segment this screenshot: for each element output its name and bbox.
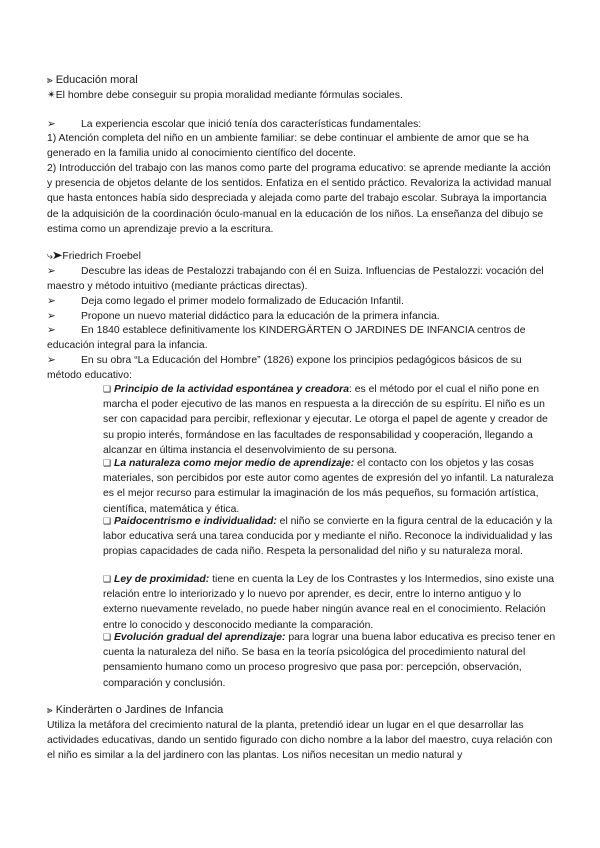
arrow-bullet-icon: ➢ bbox=[47, 296, 56, 307]
arrow-bullet-icon: ➢ bbox=[47, 325, 56, 336]
section-title: Educación moral bbox=[55, 74, 138, 86]
intro-line bbox=[47, 88, 557, 103]
froebel-bullet bbox=[47, 309, 557, 324]
principle-title: La naturaleza como mejor medio de aprendizaje: bbox=[113, 458, 355, 469]
heading-marker-icon: ⫸ bbox=[47, 705, 53, 716]
experience-lead bbox=[47, 117, 557, 132]
kindergarten-body: Utiliza la metáfora del crecimiento natural de la planta, pretendió idear un lugar en el que desarrollar las actividades educativas, dando un sentido figurado con dicho nombre a la labor del maestro, cuya relación con el niño es similar a la del jardinero con las plantas. Los niños necesitan un medio natural y bbox=[47, 720, 553, 762]
principle-text: el niño se convierte en la figura central de la educación y la labor educativa será una tarea conducida por y mediante el niño. Reconoce la individualidad y las propias capacidades de cada niño. Respeta la personalidad del niño y su naturaleza moral. bbox=[103, 516, 553, 558]
principle-text: el contacto con los objetos y las cosas materiales, son percibidos por este autor como agentes de expresión del yo infantil. La naturaleza es el mejor recurso para estimular la imaginación de los más pequeños, su formación artística, científica, matemática y ética. bbox=[103, 458, 554, 515]
principle-item bbox=[103, 630, 557, 691]
intro-text: El hombre debe conseguir su propia moralidad mediante fórmulas sociales. bbox=[55, 90, 403, 101]
froebel-heading bbox=[47, 249, 557, 264]
froebel-bullet-text: En su obra “La Educación del Hombre” (1826) expone los principios pedagógicos básicos de su método educativo: bbox=[47, 355, 522, 382]
arrow-bullet-icon: ➢ bbox=[47, 355, 56, 366]
arrow-bullet-icon: ➢ bbox=[47, 311, 56, 322]
principle-item bbox=[103, 572, 557, 633]
principle-separator: : bbox=[349, 384, 352, 395]
experience-point-1: 1) Atención completa del niño en un ambiente familiar: se debe continuar el ambiente de amor que se ha generado en la familia unido al conocimiento científico del docente. bbox=[47, 133, 529, 160]
principle-text: es el método por el cual el niño pone en marcha el poder ejecutivo de las manos en respuesta a la dirección de su espíritu. El niño es un ser con capacidad para percibir, reflexionar y ejecutar. Le otorga el papel de agente y creador de su propio interés, formándose en las facultades de responsabilidad y cooperación, llegando a alcanzar en última instancia el desenvolvimiento de su persona. bbox=[103, 384, 548, 456]
principle-text: para lograr una buena labor educativa es preciso tener en cuenta la naturaleza del niño. Se basa en la teoría psicológica del procedimiento natural del pensamiento humano como un proceso progresivo que pasa por: percepción, observación, comparación y conclusión. bbox=[103, 632, 556, 689]
principle-text: tiene en cuenta la Ley de los Contrastes y los Intermedios, sino existe una relación entre lo interiorizado y lo nuevo por aprender, es decir, entre lo interno antiguo y lo externo nuevamente revelado, no puede haber ningún avance real en el conocimiento. Relación entre lo conocido y desconocido mediante la comparación. bbox=[103, 574, 555, 631]
checkbox-bullet-icon: ❑ bbox=[103, 574, 112, 584]
froebel-bullet bbox=[47, 264, 557, 294]
checkbox-bullet-icon: ❑ bbox=[103, 516, 112, 526]
froebel-bullet bbox=[47, 323, 557, 353]
principle-title: Paidocentrismo e individualidad: bbox=[113, 516, 277, 527]
experience-point-2: 2) Introducción del trabajo con las manos como parte del programa educativo: se aprende mediante la acción y presencia de objetos delante de los sentidos. Enfatiza en el sentido práctico. Revaloriza la actividad manual que hasta entonces había sido despreciada y alejada como parte del trabajo escolar. Subraya la importancia de la adquisición de la coordinación óculo-manual en la educación de los niños. La enseñanza del dibujo se estima como un aprendizaje previo a la escritura. bbox=[47, 163, 552, 235]
froebel-bullet-text: Descubre las ideas de Pestalozzi trabajando con él en Suiza. Influencias de Pestalozzi: vocación del maestro y método intuitivo (mediante prácticas directas). bbox=[47, 266, 544, 293]
froebel-bullet bbox=[47, 294, 557, 309]
froebel-bullet-text: Propone un nuevo material didáctico para la educación de la primera infancia. bbox=[81, 311, 440, 322]
section-title: Kinderärten o Jardines de Infancia bbox=[55, 704, 224, 716]
experience-lead-text: La experiencia escolar que inició tenía dos características fundamentales: bbox=[81, 119, 422, 130]
heading-marker-icon: ⫸ bbox=[47, 75, 53, 86]
curved-arrow-icon: ⤷➤ bbox=[47, 251, 63, 262]
principle-title: Evolución gradual del aprendizaje: bbox=[113, 632, 286, 643]
principle-title: Ley de proximidad: bbox=[113, 574, 210, 585]
froebel-bullet-text: En 1840 establece definitivamente los KINDERGÄRTEN O JARDINES DE INFANCIA centros de educación integral para la infancia. bbox=[47, 325, 526, 352]
principle-item bbox=[103, 382, 557, 458]
principle-title: Principio de la actividad espontánea y creadora bbox=[113, 384, 349, 395]
star-bullet-icon: ✴ bbox=[47, 90, 56, 101]
checkbox-bullet-icon: ❑ bbox=[103, 632, 112, 642]
section-heading-moral-education bbox=[47, 73, 557, 88]
froebel-name: Friedrich Froebel bbox=[62, 251, 141, 262]
checkbox-bullet-icon: ❑ bbox=[103, 384, 112, 394]
froebel-bullet bbox=[47, 353, 557, 383]
section-heading-kindergarten bbox=[47, 703, 557, 718]
arrow-bullet-icon: ➢ bbox=[47, 119, 56, 130]
checkbox-bullet-icon: ❑ bbox=[103, 458, 112, 468]
froebel-bullet-text: Deja como legado el primer modelo formalizado de Educación Infantil. bbox=[81, 296, 404, 307]
arrow-bullet-icon: ➢ bbox=[47, 266, 56, 277]
principle-item bbox=[103, 514, 557, 560]
principle-item bbox=[103, 456, 557, 517]
